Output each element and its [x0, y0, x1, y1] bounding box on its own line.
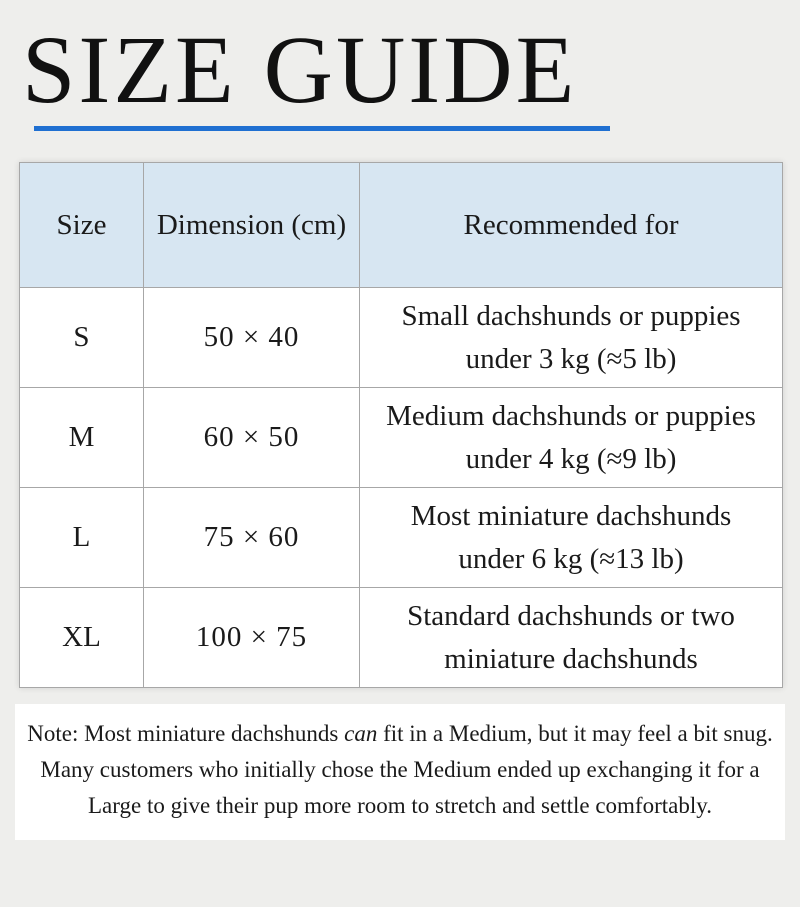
size-guide-table	[19, 162, 783, 688]
table-row	[20, 588, 783, 688]
table-row	[20, 388, 783, 488]
cell-size: M	[20, 388, 144, 488]
cell-dimension: 60 × 50	[144, 388, 360, 488]
note-emphasis: can	[344, 721, 378, 746]
recommended-line: Standard dachshunds or two	[407, 600, 735, 633]
note-text-end: fit in a Medium, but it may feel a bit snug. Many customers who initially chose the Medium ended up exchanging it for a Large to give their pup more room to stretch and settle comfortably.	[40, 721, 773, 818]
header-size: Size	[20, 163, 144, 288]
cell-recommended	[360, 488, 783, 588]
header-recommended-for: Recommended for	[360, 163, 783, 288]
table-row	[20, 288, 783, 388]
note-text-start: Note: Most miniature dachshunds	[27, 721, 345, 746]
cell-dimension: 100 × 75	[144, 588, 360, 688]
recommended-line: Most miniature dachshunds	[410, 500, 732, 533]
cell-recommended	[360, 588, 783, 688]
recommended-line: under 4 kg (≈9 lb)	[465, 442, 677, 475]
cell-size: S	[20, 288, 144, 388]
header-dimension: Dimension (cm)	[144, 163, 360, 288]
table-header-row	[20, 163, 783, 288]
cell-dimension: 75 × 60	[144, 488, 360, 588]
cell-recommended	[360, 288, 783, 388]
sizing-note	[15, 704, 785, 840]
recommended-line: under 6 kg (≈13 lb)	[458, 542, 684, 575]
cell-recommended	[360, 388, 783, 488]
page-title: SIZE GUIDE	[22, 16, 578, 123]
title-underline	[34, 126, 610, 131]
recommended-line: miniature dachshunds	[444, 642, 698, 675]
cell-size: XL	[20, 588, 144, 688]
cell-size: L	[20, 488, 144, 588]
cell-dimension: 50 × 40	[144, 288, 360, 388]
table-row	[20, 488, 783, 588]
recommended-line: under 3 kg (≈5 lb)	[465, 342, 677, 375]
recommended-line: Small dachshunds or puppies	[401, 300, 741, 333]
recommended-line: Medium dachshunds or puppies	[386, 400, 756, 433]
